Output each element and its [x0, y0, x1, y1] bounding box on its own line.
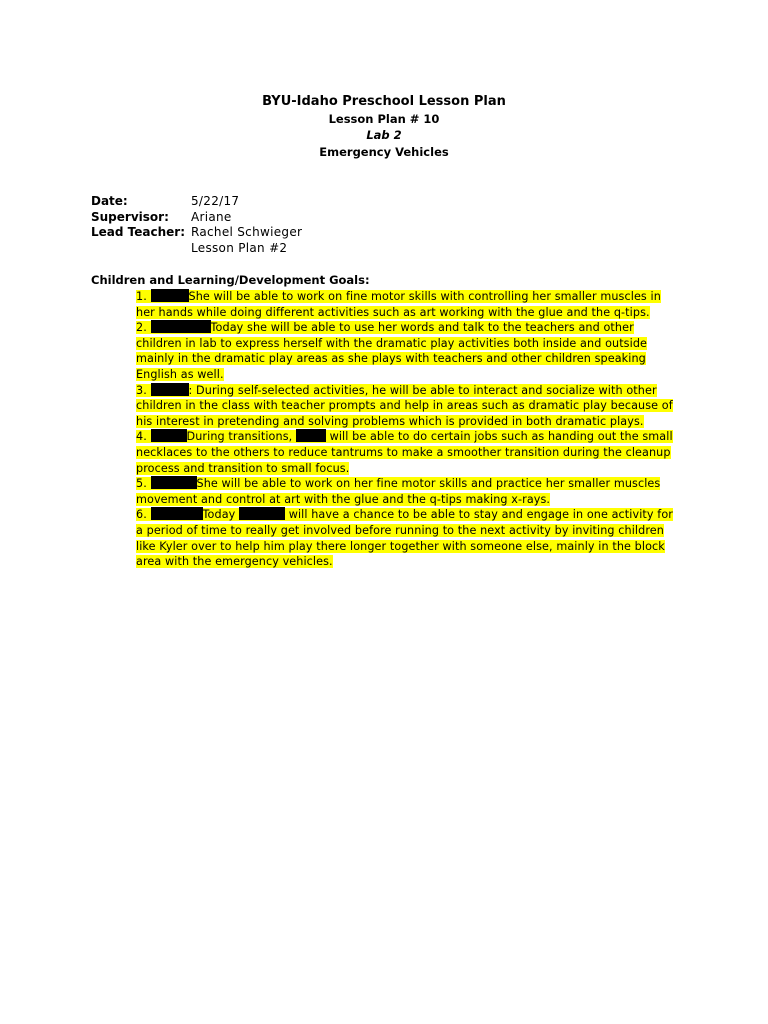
lead-teacher-label: Lead Teacher: [91, 225, 185, 239]
goal-text-continued: will be able to do certain jobs such as handing out the small necklaces to the others to reduce tantrums to make a smoother transition during the cleanup process and transition to small focus. [136, 430, 673, 475]
date-value: 5/22/17 [191, 194, 240, 208]
goal-item-3 [136, 383, 681, 430]
lead-teacher-lesson-row [91, 241, 302, 257]
goal-text: : During self-selected activities, he will be able to interact and socialize with other children in the class with teacher prompts and help in areas such as dramatic play because of his interest in pretending and solving problems which is provided in both dramatic plays. [136, 383, 673, 428]
supervisor-value: Ariane [191, 209, 232, 224]
redacted-name [151, 289, 189, 302]
goals-list [136, 289, 681, 570]
redacted-name [296, 429, 326, 442]
redacted-name [239, 507, 285, 520]
date-row [91, 194, 302, 210]
goal-number: 3. [136, 383, 147, 397]
document-title: BYU-Idaho Preschool Lesson Plan [262, 94, 506, 109]
redacted-name [151, 383, 189, 396]
redacted-name [151, 507, 203, 520]
goal-item-2 [136, 320, 681, 382]
goal-number: 1. [136, 290, 147, 303]
lead-teacher-lesson-plan: Lesson Plan #2 [191, 240, 288, 255]
date-label: Date: [91, 194, 128, 208]
goal-text: Today [202, 508, 236, 522]
document-header [0, 94, 768, 160]
redacted-name [151, 476, 197, 489]
goal-item-5 [136, 476, 681, 507]
goal-text: During transitions, [186, 430, 293, 444]
goal-item-1 [136, 289, 681, 320]
goal-text: Today she will be able to use her words and talk to the teachers and other children in lab to express herself with the dramatic play activities both inside and outside mainly in the dramatic play areas as she plays with teachers and other children speaking English as well. [136, 321, 648, 381]
supervisor-row [91, 210, 302, 226]
lesson-topic: Emergency Vehicles [319, 144, 449, 159]
goal-text-continued: will have a chance to be able to stay and engage in one activity for a period of time to really get involved before running to the next activity by inviting children like Kyler over to help him play there longer together with someone else, mainly in the block area with the emergency vehicles. [136, 508, 673, 569]
lab-label: Lab 2 [366, 128, 402, 142]
goals-heading: Children and Learning/Development Goals: [91, 273, 370, 287]
goal-number: 6. [136, 508, 147, 522]
lesson-meta [91, 194, 302, 256]
goal-number: 4. [136, 430, 147, 444]
lead-teacher-value: Rachel Schwieger [191, 225, 303, 239]
redacted-name [151, 320, 211, 333]
redacted-name [151, 429, 187, 442]
goal-number: 2. [136, 321, 147, 335]
goal-text: She will be able to work on fine motor skills with controlling her smaller muscles in her hands while doing different activities such as art working with the glue and the q-tips. [136, 290, 661, 319]
goal-text: She will be able to work on her fine motor skills and practice her smaller muscles movement and control at art with the glue and the q-tips making x-rays. [136, 477, 661, 506]
goal-item-4 [136, 429, 681, 476]
goal-number: 5. [136, 477, 147, 491]
lesson-plan-number: Lesson Plan # 10 [328, 111, 440, 126]
supervisor-label: Supervisor: [91, 209, 169, 224]
goal-item-6 [136, 507, 681, 569]
lead-teacher-row [91, 225, 302, 241]
